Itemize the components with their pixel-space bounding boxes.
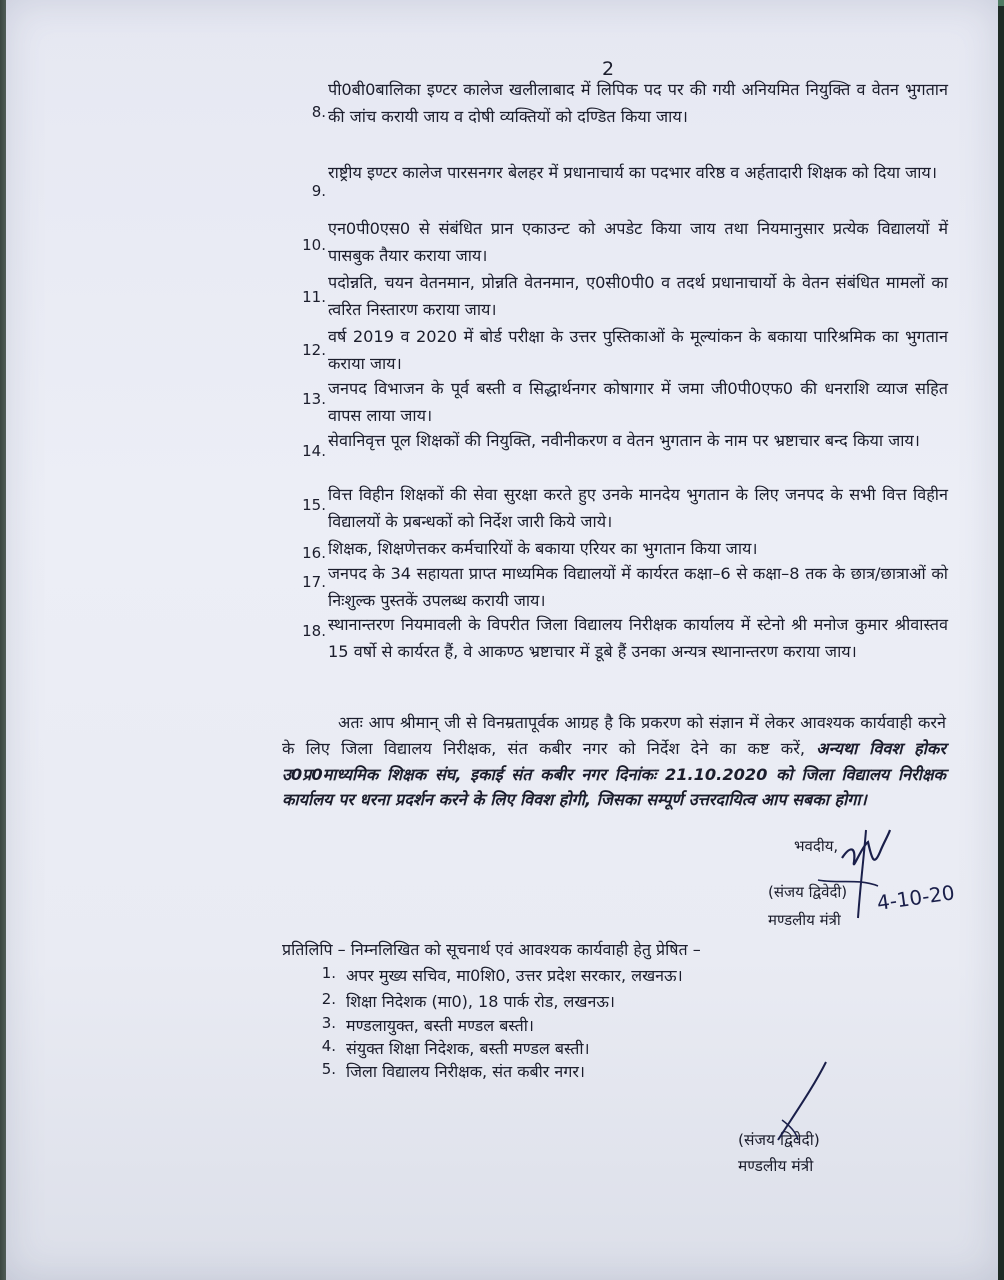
request-paragraph bbox=[282, 710, 946, 813]
list-item-number: 14. bbox=[302, 442, 326, 460]
list-item-text: पदोन्नति, चयन वेतनमान, प्रोन्नति वेतनमान, ए0सी0पी0 व तदर्थ प्रधानाचार्यो के वेतन संबंधित मामलों का त्वरित निस्तारण कराया जाय। bbox=[328, 273, 948, 319]
copy-to-text: अपर मुख्य सचिव, मा0शि0, उत्तर प्रदेश सरकार, लखनऊ। bbox=[346, 966, 683, 985]
copy-to-heading: प्रतिलिपि – निम्नलिखित को सूचनार्थ एवं आवश्यक कार्यवाही हेतु प्रेषित – bbox=[282, 940, 701, 959]
list-item-text: शिक्षक, शिक्षणेत्तकर कर्मचारियों के बकाया एरियर का भुगतान किया जाय। bbox=[328, 539, 758, 558]
list-item-text: एन0पी0एस0 से संबंधित प्रान एकाउन्ट को अपडेट किया जाय तथा नियमानुसार प्रत्येक विद्यालयों में पासबुक तैयार कराया जाय। bbox=[328, 219, 948, 265]
signatory-designation-bottom: मण्डलीय मंत्री bbox=[738, 1157, 814, 1175]
signatory-designation: मण्डलीय मंत्री bbox=[768, 911, 841, 929]
list-item-text: स्थानान्तरण नियमावली के विपरीत जिला विद्यालय निरीक्षक कार्यालय में स्टेनो श्री मनोज कुमार श्रीवास्तव 15 वर्षो से कार्यरत हैं, वे आकण्ठ भ्रष्टाचार में डूबे हैं उनका अन्यत्र स्थानान्तरण कराया जाय। bbox=[328, 615, 948, 661]
handwritten-date: 4-10-20 bbox=[875, 880, 956, 915]
list-item-number: 18. bbox=[302, 622, 326, 640]
closing: भवदीय, bbox=[794, 837, 839, 855]
list-item-text: पी0बी0बालिका इण्टर कालेज खलीलाबाद में लिपिक पद पर की गयी अनियमित नियुक्ति व वेतन भुगतान की जांच करायी जाय व दोषी व्यक्तियों को दण्डित किया जाय। bbox=[328, 80, 948, 126]
signatory-name: (संजय द्विवेदी) bbox=[768, 883, 848, 901]
request-warning-text: अन्यथा विवश होकर उ0प्र0माध्यमिक शिक्षक संघ, इकाई संत कबीर नगर दिनांकः 21.10.2020 को जिला विद्यालय निरीक्षक कार्यालय पर धरना प्रदर्शन करने के लिए विवश होगी, जिसका सम्पूर्ण उत्तरदायित्व आप सबका होगा। bbox=[282, 738, 946, 810]
copy-to-text: शिक्षा निदेशक (मा0), 18 पार्क रोड, लखनऊ। bbox=[346, 992, 615, 1011]
copy-to-number: 3. bbox=[321, 1014, 336, 1032]
list-item-text: जनपद विभाजन के पूर्व बस्ती व सिद्धार्थनगर कोषागार में जमा जी0पी0एफ0 की धनराशि व्याज सहित वापस लाया जाय। bbox=[328, 379, 948, 425]
copy-to-number: 1. bbox=[321, 964, 336, 982]
list-item-number: 16. bbox=[302, 544, 326, 562]
list-item-number: 13. bbox=[302, 390, 326, 408]
list-item-number: 9. bbox=[311, 182, 326, 200]
copy-to-text: संयुक्त शिक्षा निदेशक, बस्ती मण्डल बस्ती। bbox=[346, 1039, 590, 1058]
copy-to-number: 5. bbox=[321, 1060, 336, 1078]
copy-to-number: 2. bbox=[321, 990, 336, 1008]
list-item-text: राष्ट्रीय इण्टर कालेज पारसनगर बेलहर में प्रधानाचार्य का पदभार वरिष्ठ व अर्हतादारी शिक्षक को दिया जाय। bbox=[328, 163, 937, 182]
list-item-text: जनपद के 34 सहायता प्राप्त माध्यमिक विद्यालयों में कार्यरत कक्षा–6 से कक्षा–8 तक के छात्र/छात्राओं को निःशुल्क पुस्तकें उपलब्ध करायी जाय। bbox=[328, 564, 948, 610]
list-item-number: 17. bbox=[302, 573, 326, 591]
copy-to-number: 4. bbox=[321, 1037, 336, 1055]
list-item-number: 15. bbox=[302, 496, 326, 514]
list-item-number: 11. bbox=[302, 288, 326, 306]
list-item-number: 12. bbox=[302, 341, 326, 359]
request-text: अतः आप श्रीमान् जी से विनम्रतापूर्वक आग्रह है कि प्रकरण को संज्ञान में लेकर आवश्यक कार्यवाही करने के लिए जिला विद्यालय निरीक्षक, संत कबीर नगर को निर्देश देने का कष्ट करें, bbox=[282, 713, 946, 758]
document-page bbox=[6, 0, 998, 1280]
page-number: 2 bbox=[602, 58, 615, 80]
list-item-number: 8. bbox=[311, 103, 326, 121]
copy-to-text: जिला विद्यालय निरीक्षक, संत कबीर नगर। bbox=[346, 1062, 585, 1081]
signatory-name-bottom: (संजय द्विवेदी) bbox=[738, 1131, 820, 1149]
copy-to-text: मण्डलायुक्त, बस्ती मण्डल बस्ती। bbox=[346, 1016, 534, 1035]
list-item-text: वर्ष 2019 व 2020 में बोर्ड परीक्षा के उत्तर पुस्तिकाओं के मूल्यांकन के बकाया पारिश्रमिक का भुगतान कराया जाय। bbox=[328, 327, 948, 373]
list-item-number: 10. bbox=[302, 236, 326, 254]
list-item-text: सेवानिवृत्त पूल शिक्षकों की नियुक्ति, नवीनीकरण व वेतन भुगतान के नाम पर भ्रष्टाचार बन्द किया जाय। bbox=[328, 431, 920, 450]
list-item-text: वित्त विहीन शिक्षकों की सेवा सुरक्षा करते हुए उनके मानदेय भुगतान के लिए जनपद के सभी वित्त विहीन विद्यालयों के प्रबन्धकों को निर्देश जारी किये जाये। bbox=[328, 485, 948, 531]
